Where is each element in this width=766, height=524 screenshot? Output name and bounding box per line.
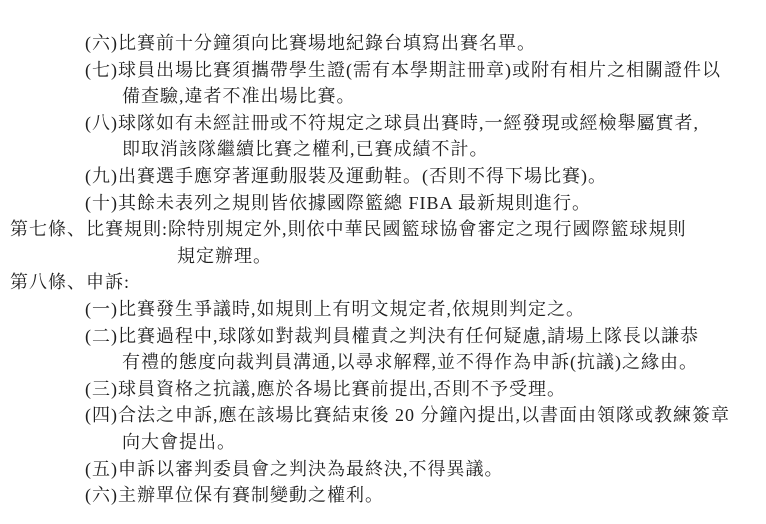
text-line: 向大會提出。 <box>122 431 236 452</box>
text-line: 規定辦理。 <box>177 245 272 266</box>
text-line: (九)出賽選手應穿著運動服裝及運動鞋。(否則不得下場比賽)。 <box>85 165 607 186</box>
text-line: 有禮的態度向裁判員溝通,以尋求解釋,並不得作為申訴(抗議)之緣由。 <box>122 352 698 373</box>
text-line: (六)主辦單位保有賽制變動之權利。 <box>85 485 384 506</box>
text-line: (七)球員出場比賽須攜帶學生證(需有本學期註冊章)或附有相片之相關證件以 <box>85 59 721 80</box>
text-line: (一)比賽發生爭議時,如規則上有明文規定者,依規則判定之。 <box>85 298 585 319</box>
text-line: (三)球員資格之抗議,應於各場比賽前提出,否則不予受理。 <box>85 378 566 399</box>
text-line: (五)申訴以審判委員會之判決為最終決,不得異議。 <box>85 458 504 479</box>
text-line: (十)其餘未表列之規則皆依據國際籃總 FIBA 最新規則進行。 <box>85 192 592 213</box>
text-line: 即取消該隊繼續比賽之權利,已賽成績不計。 <box>122 139 489 160</box>
text-line: 備查驗,違者不准出場比賽。 <box>122 86 356 107</box>
text-line: 第八條、申訴: <box>10 272 131 293</box>
text-line: 第七條、比賽規則:除特別規定外,則依中華民國籃球協會審定之現行國際籃球規則 <box>10 219 687 240</box>
text-line: (六)比賽前十分鐘須向比賽場地紀錄台填寫出賽名單。 <box>85 33 536 53</box>
text-line: (八)球隊如有未經註冊或不符規定之球員出賽時,一經發現或經檢舉屬實者, <box>85 112 699 133</box>
document-text-block <box>0 30 766 509</box>
text-line: (四)合法之申訴,應在該場比賽結束後 20 分鐘內提出,以書面由領隊或教練簽章 <box>85 405 730 426</box>
text-line: (二)比賽過程中,球隊如對裁判員權責之判決有任何疑慮,請場上隊長以謙恭 <box>85 325 699 346</box>
